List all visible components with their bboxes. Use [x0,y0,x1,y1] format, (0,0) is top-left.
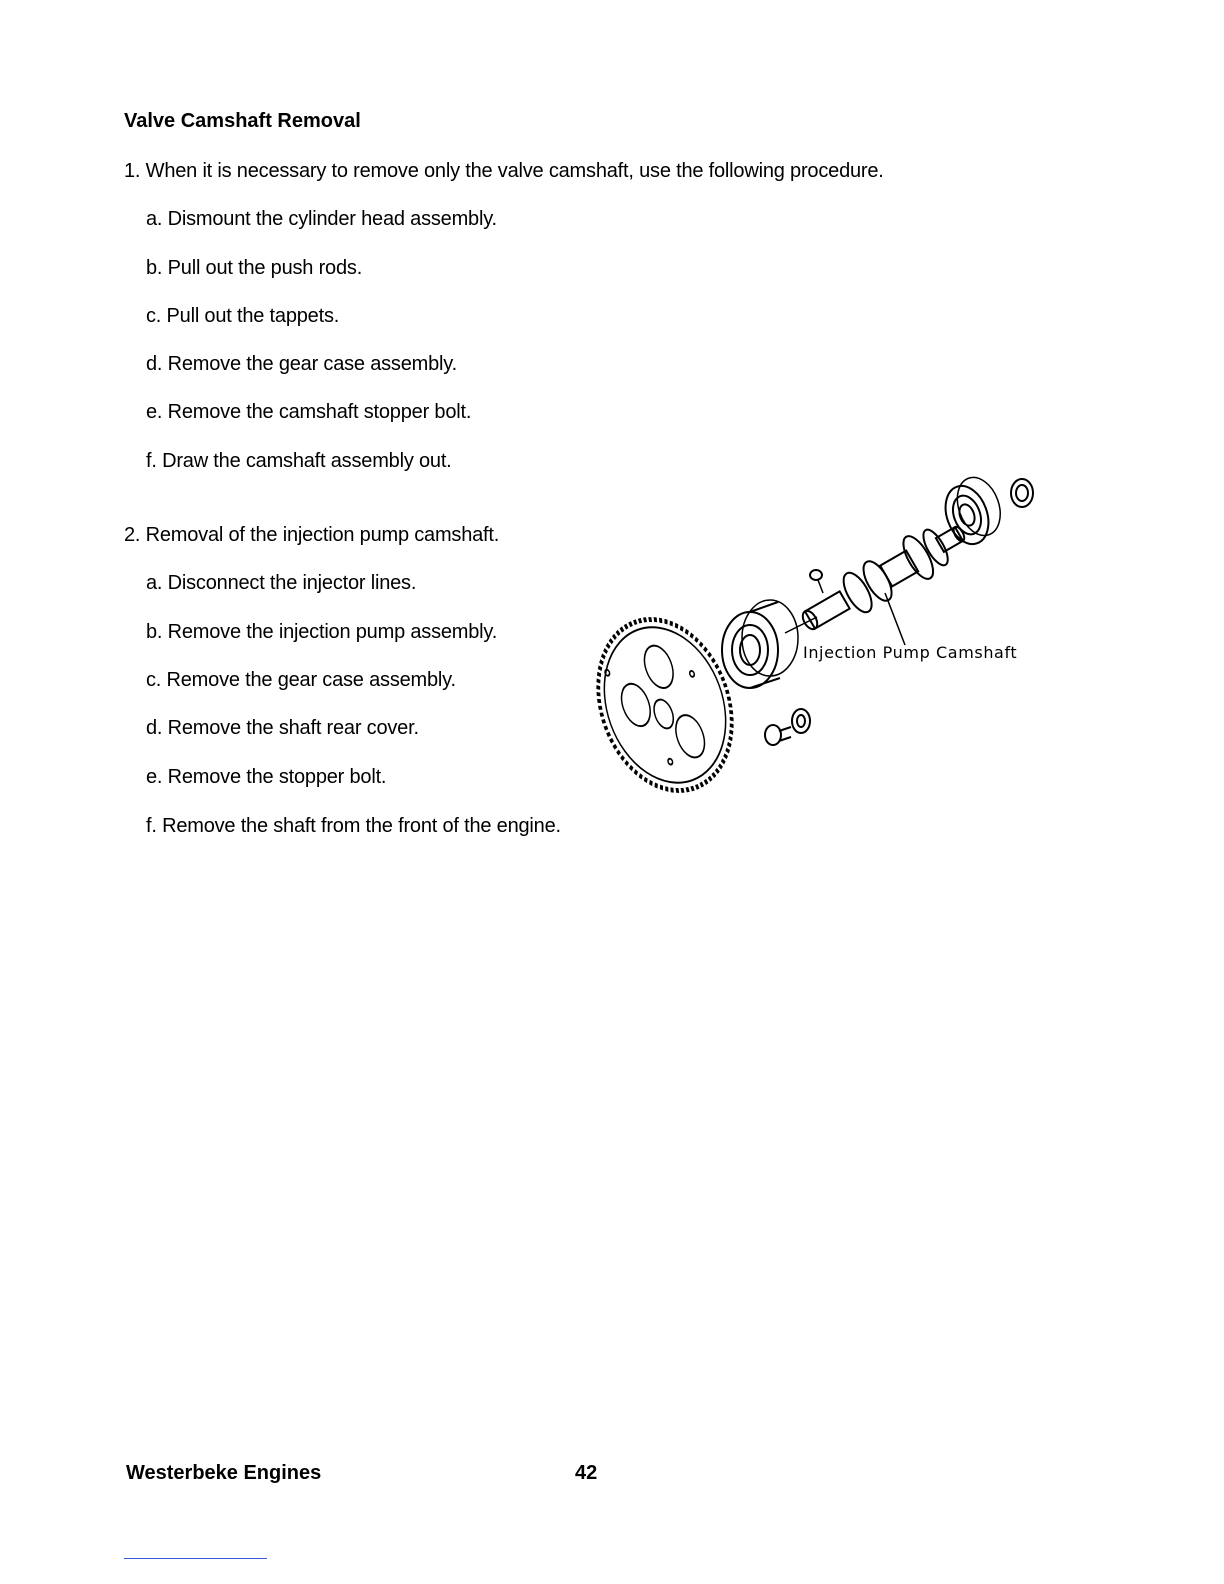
footer-brand: Westerbeke Engines [126,1462,322,1484]
step-2-text: 2. Removal of the injection pump camshaft. [124,524,500,546]
step-2-substep-c: c. Remove the gear case assembly. [146,669,456,691]
woodruff-key [810,570,822,580]
cam-lobe-2 [858,557,897,605]
gear-small-hole-2 [689,670,695,677]
step-1-substep-f: f. Draw the camshaft assembly out. [146,450,452,472]
rear-bearing [937,471,1010,550]
gear-small-hole-3 [667,758,673,765]
step-2-substep-f: f. Remove the shaft from the front of the engine. [146,815,561,837]
step-2-substep-b: b. Remove the injection pump assembly. [146,621,498,643]
page-number: 42 [575,1462,598,1484]
front-bearing [722,600,798,688]
step-1-substep-c: c. Pull out the tappets. [146,305,340,327]
gear-hole-3 [670,711,709,761]
bottom-rule [124,1558,267,1559]
gear-center-hub [650,697,676,731]
step-1-substep-d: d. Remove the gear case assembly. [146,353,457,375]
cam-lobe-1 [838,568,877,616]
gear-hole-2 [639,642,678,692]
section-title: Valve Camshaft Removal [124,110,361,132]
injection-pump-camshaft-illustration [585,465,1045,810]
drive-gear [585,601,755,810]
step-1-substep-e: e. Remove the camshaft stopper bolt. [146,401,472,423]
figure-callout-label: Injection Pump Camshaft [803,643,1018,662]
step-1-text: 1. When it is necessary to remove only the valve camshaft, use the following procedure. [124,160,884,182]
snap-ring [1011,479,1033,507]
stopper-bolt [765,709,810,745]
step-1-substep-a: a. Dismount the cylinder head assembly. [146,208,497,230]
step-2-substep-a: a. Disconnect the injector lines. [146,572,417,594]
step-1-substep-b: b. Pull out the push rods. [146,257,363,279]
step-2-substep-d: d. Remove the shaft rear cover. [146,717,419,739]
callout-leader-2 [885,593,905,645]
gear-hole-1 [616,680,655,730]
step-2-substep-e: e. Remove the stopper bolt. [146,766,387,788]
gear-outer-rim [585,601,755,810]
